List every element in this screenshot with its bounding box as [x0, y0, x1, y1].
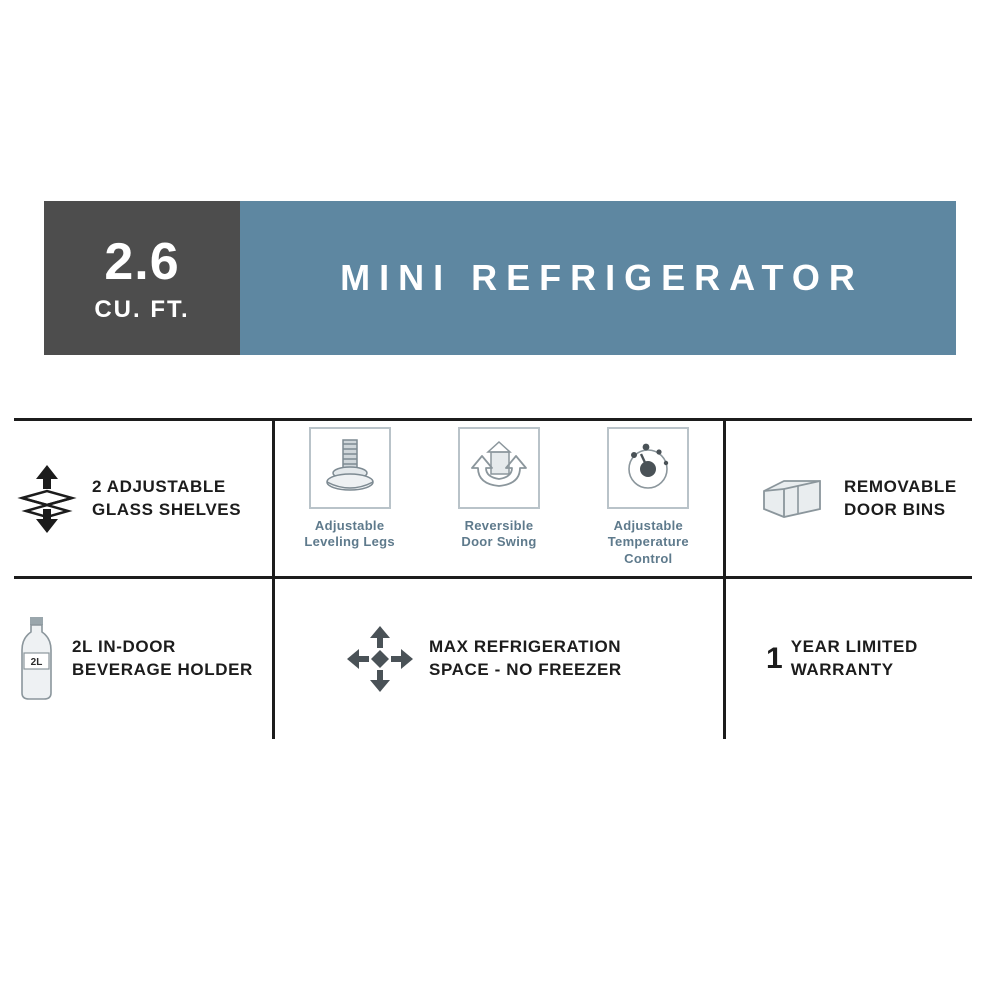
capacity-value: 2.6 [104, 233, 180, 291]
warranty-label-line2: WARRANTY [790, 660, 894, 679]
reversible-door-swing-icon [470, 438, 528, 499]
feature-row-1 [14, 421, 972, 576]
temperature-control-frame [607, 427, 689, 509]
product-banner [44, 201, 956, 355]
feature-grid [14, 418, 972, 742]
warranty-years-number: 1 [766, 642, 783, 675]
leveling-legs-caption-line1: Adjustable [314, 518, 385, 533]
feature-door-bins-label [844, 476, 957, 522]
feature-boxed-icons [275, 421, 723, 576]
svg-text:2L: 2L [30, 657, 43, 668]
feature-max-space [275, 579, 723, 739]
feature-beverage-holder [14, 579, 272, 739]
feature-door-bins [726, 421, 972, 576]
feature-beverage-holder-label [72, 636, 253, 682]
expand-arrows-icon [345, 624, 415, 694]
page-title: MINI REFRIGERATOR [340, 257, 864, 298]
warranty-label-line1: YEAR LIMITED [790, 637, 918, 657]
feature-reversible-door [429, 427, 569, 551]
temperature-dial-icon [619, 437, 677, 500]
leveling-legs-caption-line2: Leveling Legs [304, 534, 395, 550]
feature-max-space-label [429, 636, 622, 682]
feature-glass-shelves-label [92, 476, 241, 522]
leveling-leg-screw-icon [322, 436, 378, 501]
reversible-door-caption [461, 518, 536, 551]
feature-row-2 [14, 579, 972, 739]
max-space-label-line1: MAX REFRIGERATION [429, 637, 622, 657]
temperature-control-caption [608, 518, 689, 567]
shelves-label-line2: GLASS SHELVES [92, 499, 242, 519]
shelves-label-line1: 2 ADJUSTABLE [92, 476, 226, 496]
banner-title-area [240, 201, 956, 355]
beverage-label-line1: 2L IN-DOOR [72, 637, 176, 657]
door-bins-label-line2: DOOR BINS [844, 499, 946, 519]
beverage-label-line2: BEVERAGE HOLDER [72, 660, 253, 679]
two-liter-bottle-icon [16, 615, 58, 703]
door-bins-label-line1: REMOVABLE [844, 476, 957, 496]
feature-warranty [726, 579, 972, 739]
feature-warranty-label [791, 636, 918, 682]
grid-divider-bottom [14, 739, 972, 742]
reversible-door-frame [458, 427, 540, 509]
reversible-door-caption-line1: Reversible [464, 518, 534, 533]
up-down-arrows-shelves-icon [16, 462, 78, 536]
capacity-badge [44, 201, 240, 355]
temperature-caption-line3: Control [624, 550, 673, 566]
leveling-legs-frame [309, 427, 391, 509]
max-space-label-line2: SPACE - NO FREEZER [429, 660, 622, 679]
feature-temperature-control [578, 427, 718, 567]
feature-glass-shelves [14, 421, 272, 576]
capacity-units: CU. FT. [94, 296, 190, 323]
leveling-legs-caption [304, 518, 395, 551]
temperature-caption-line1: Adjustable [613, 518, 684, 533]
reversible-door-caption-line2: Door Swing [461, 534, 537, 550]
temperature-caption-line2: Temperature [607, 534, 689, 550]
door-bins-icon [754, 469, 830, 529]
feature-leveling-legs [280, 427, 420, 551]
